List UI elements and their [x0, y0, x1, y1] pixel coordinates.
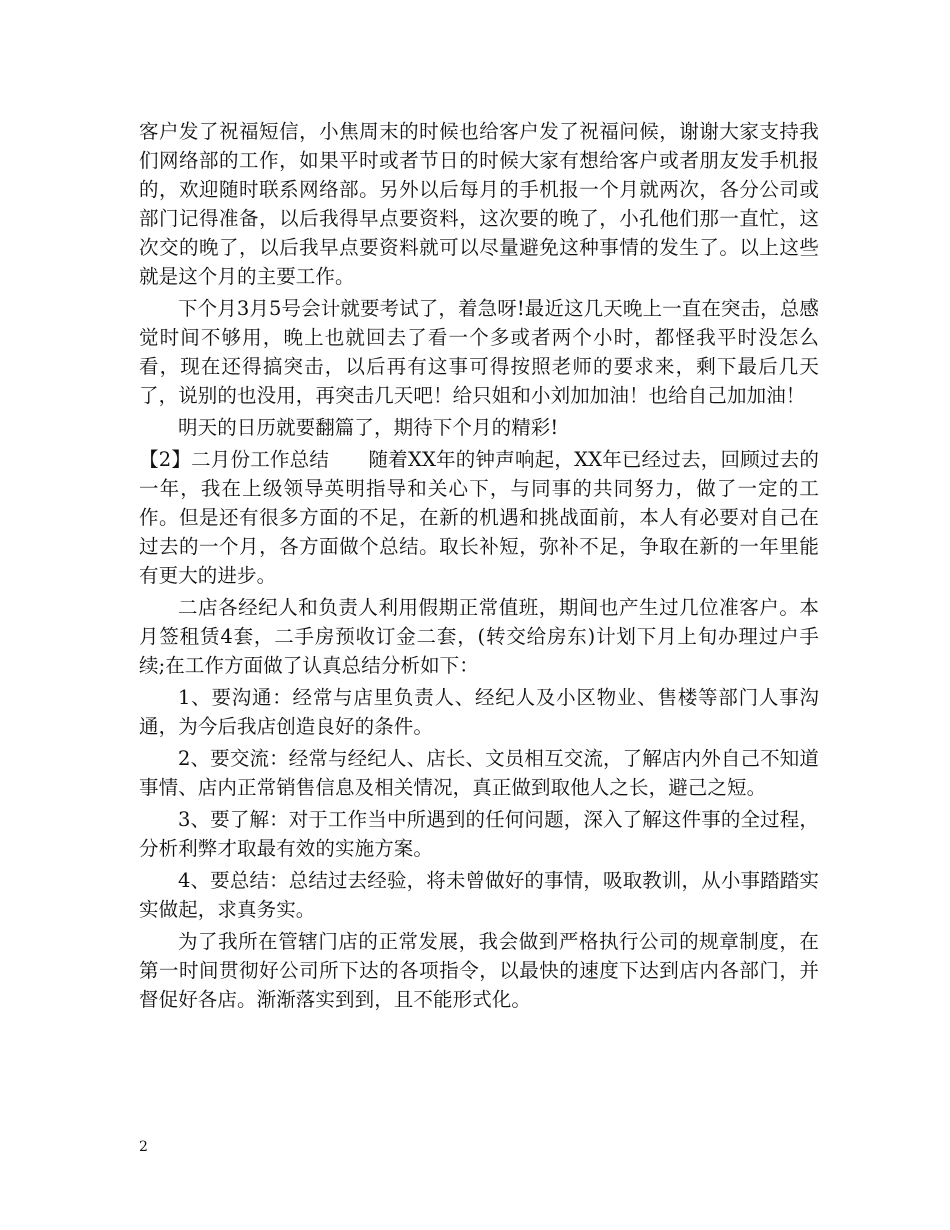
paragraph-5: 二店各经纪人和负责人利用假期正常值班，期间也产生过几位准客户。本月签租赁4套，二手房预收订金二套，(转交给房东)计划下月上旬办理过户手续;在工作方面做了认真总结分析如下：: [139, 596, 819, 677]
paragraph-10: 为了我所在管辖门店的正常发展，我会做到严格执行公司的规章制度，在第一时间贯彻好公司所下达的各项指令，以最快的速度下达到店内各部门，并督促好各店。渐渐落实到到，且不能形式化。: [139, 930, 819, 1011]
body-text: [139, 117, 819, 1017]
list-item-1: 1、要沟通：经常与店里负责人、经纪人及小区物业、售楼等部门人事沟通，为今后我店创造良好的条件。: [139, 686, 819, 738]
list-item-4: 4、要总结：总结过去经验，将未曾做好的事情，吸取教训，从小事踏踏实实做起，求真务实。: [139, 869, 819, 921]
list-item-2: 2、要交流：经常与经纪人、店长、文员相互交流，了解店内外自己不知道事情、店内正常销售信息及相关情况，真正做到取他人之长，避己之短。: [139, 747, 819, 799]
list-item-3: 3、要了解：对于工作当中所遇到的任何问题，深入了解这件事的全过程，分析利弊才取最有效的实施方案。: [139, 808, 819, 860]
paragraph-1: 客户发了祝福短信，小焦周末的时候也给客户发了祝福问候，谢谢大家支持我们网络部的工作，如果平时或者节日的时候大家有想给客户或者朋友发手机报的，欢迎随时联系网络部。另外以后每月的手机报一个月就两次，各分公司或部门记得准备，以后我得早点要资料，这次要的晚了，小孔他们那一直忙，这次交的晚了，以后我早点要资料就可以尽量避免这种事情的发生了。以上这些就是这个月的主要工作。: [139, 120, 819, 288]
paragraph-2: 下个月3月5号会计就要考试了，着急呀!最近这几天晚上一直在突击，总感觉时间不够用，晚上也就回去了看一个多或者两个小时，都怪我平时没怎么看，现在还得搞突击，以后再有这事可得按照老师的要求来，剩下最后几天了，说别的也没用，再突击几天吧！给只姐和小刘加加油！也给自己加加油！: [139, 297, 819, 407]
paragraph-3: 明天的日历就要翻篇了，期待下个月的精彩!: [178, 416, 559, 439]
page-number: 2: [139, 1139, 148, 1155]
paragraph-4-section-heading: 【2】二月份工作总结 随着XX年的钟声响起，XX年已经过去，回顾过去的一年，我在上级领导英明指导和关心下，与同事的共同努力，做了一定的工作。但是还有很多方面的不足，在新的机遇和挑战面前，本人有必要对自己在过去的一个月，各方面做个总结。取长补短，弥补不足，争取在新的一年里能有更大的进步。: [139, 448, 819, 587]
